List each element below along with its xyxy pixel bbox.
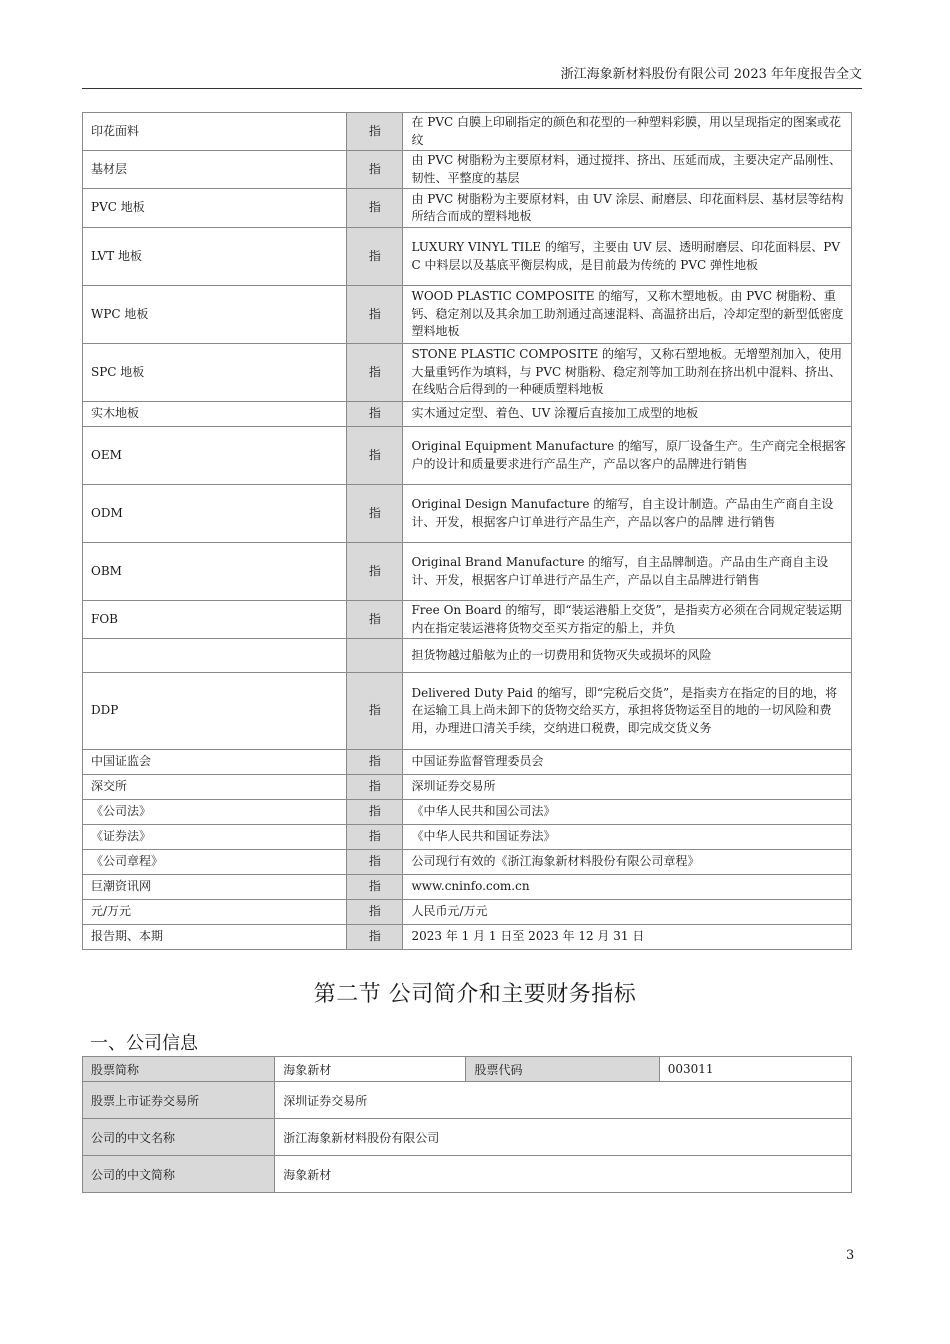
table-row (83, 750, 852, 775)
zhi-cell: 指 (347, 875, 403, 900)
term-cell: 印花面料 (83, 113, 347, 151)
stock-short-name-label: 股票简称 (83, 1057, 275, 1082)
meaning-cell: 《中华人民共和国证券法》 (403, 825, 852, 850)
meaning-cell: www.cninfo.com.cn (403, 875, 852, 900)
zhi-cell: 指 (347, 601, 403, 639)
zhi-cell: 指 (347, 775, 403, 800)
table-row (83, 189, 852, 228)
term-cell (83, 639, 347, 673)
term-cell: ODM (83, 485, 347, 543)
exchange-label: 股票上市证券交易所 (83, 1082, 275, 1119)
meaning-cell: 担货物越过船舷为止的一切费用和货物灭失或损坏的风险 (403, 639, 852, 673)
stock-short-name-value: 海象新材 (275, 1057, 466, 1082)
table-row (83, 639, 852, 673)
term-cell: 报告期、本期 (83, 925, 347, 950)
term-cell: 《公司章程》 (83, 850, 347, 875)
term-cell: 深交所 (83, 775, 347, 800)
stock-code-value: 003011 (659, 1057, 851, 1082)
term-cell: SPC 地板 (83, 344, 347, 402)
meaning-cell: Original Brand Manufacture 的缩写，自主品牌制造。产品由生产商自主设计、开发，根据客户订单进行产品生产，产品以自主品牌进行销售 (403, 543, 852, 601)
zhi-cell: 指 (347, 800, 403, 825)
table-row (83, 113, 852, 151)
table-row (83, 402, 852, 427)
zhi-cell: 指 (347, 402, 403, 427)
zhi-cell: 指 (347, 850, 403, 875)
meaning-cell: 人民币元/万元 (403, 900, 852, 925)
meaning-cell: 实木通过定型、着色、UV 涂覆后直接加工成型的地板 (403, 402, 852, 427)
cn-short-value: 海象新材 (275, 1156, 852, 1193)
company-info-table (82, 1056, 852, 1193)
meaning-cell: Free On Board 的缩写，即“装运港船上交货”，是指卖方必须在合同规定装运期内在指定装运港将货物交至买方指定的船上，并负 (403, 601, 852, 639)
term-cell: 基材层 (83, 151, 347, 189)
table-row (83, 601, 852, 639)
term-cell: 实木地板 (83, 402, 347, 427)
term-cell: LVT 地板 (83, 228, 347, 286)
meaning-cell: Original Equipment Manufacture 的缩写，原厂设备生产。生产商完全根据客户的设计和质量要求进行产品生产，产品以客户的品牌进行销售 (403, 427, 852, 485)
zhi-cell: 指 (347, 900, 403, 925)
table-row (83, 1057, 852, 1082)
meaning-cell: Original Design Manufacture 的缩写，自主设计制造。产品由生产商自主设计、开发，根据客户订单进行产品生产，产品以客户的品牌 进行销售 (403, 485, 852, 543)
term-cell: OEM (83, 427, 347, 485)
meaning-cell: 2023 年 1 月 1 日至 2023 年 12 月 31 日 (403, 925, 852, 950)
meaning-cell: 中国证券监督管理委员会 (403, 750, 852, 775)
zhi-cell: 指 (347, 543, 403, 601)
table-row (83, 925, 852, 950)
table-row (83, 850, 852, 875)
zhi-cell: 指 (347, 673, 403, 750)
table-row (83, 775, 852, 800)
term-cell: FOB (83, 601, 347, 639)
zhi-cell: 指 (347, 189, 403, 228)
meaning-cell: 在 PVC 白膜上印刷指定的颜色和花型的一种塑料彩膜，用以呈现指定的图案或花纹 (403, 113, 852, 151)
zhi-cell: 指 (347, 750, 403, 775)
exchange-value: 深圳证券交易所 (275, 1082, 852, 1119)
term-cell: 元/万元 (83, 900, 347, 925)
meaning-cell: WOOD PLASTIC COMPOSITE 的缩写，又称木塑地板。由 PVC 树脂粉、重钙、稳定剂以及其余加工助剂通过高速混料、高温挤出后，冷却定型的新型低密度塑料地板 (403, 286, 852, 344)
table-row (83, 900, 852, 925)
table-row (83, 1119, 852, 1156)
term-cell: OBM (83, 543, 347, 601)
table-row (83, 1156, 852, 1193)
zhi-cell: 指 (347, 344, 403, 402)
zhi-cell (347, 639, 403, 673)
meaning-cell: Delivered Duty Paid 的缩写，即“完税后交货”，是指卖方在指定的目的地，将在运输工具上尚未卸下的货物交给买方，承担将货物运至目的地的一切风险和费用，办理进口清关手续，交纳进口税费，即完成交货义务 (403, 673, 852, 750)
term-cell: WPC 地板 (83, 286, 347, 344)
table-row (83, 228, 852, 286)
zhi-cell: 指 (347, 151, 403, 189)
section-title: 第二节 公司简介和主要财务指标 (313, 982, 637, 1007)
cn-name-value: 浙江海象新材料股份有限公司 (275, 1119, 852, 1156)
meaning-cell: LUXURY VINYL TILE 的缩写，主要由 UV 层、透明耐磨层、印花面料层、PVC 中料层以及基底平衡层构成，是目前最为传统的 PVC 弹性地板 (403, 228, 852, 286)
zhi-cell: 指 (347, 228, 403, 286)
term-cell: DDP (83, 673, 347, 750)
table-row (83, 543, 852, 601)
page-header: 浙江海象新材料股份有限公司 2023 年年度报告全文 (82, 66, 862, 89)
page-number: 3 (846, 1248, 855, 1263)
table-row (83, 151, 852, 189)
meaning-cell: 由 PVC 树脂粉为主要原材料，通过搅拌、挤出、压延而成，主要决定产品刚性、韧性、平整度的基层 (403, 151, 852, 189)
meaning-cell: 深圳证券交易所 (403, 775, 852, 800)
zhi-cell: 指 (347, 485, 403, 543)
term-cell: 中国证监会 (83, 750, 347, 775)
table-row (83, 673, 852, 750)
table-row (83, 1082, 852, 1119)
cn-name-label: 公司的中文名称 (83, 1119, 275, 1156)
subsection-title: 一、公司信息 (90, 1033, 198, 1054)
meaning-cell: 由 PVC 树脂粉为主要原材料，由 UV 涂层、耐磨层、印花面料层、基材层等结构所结合而成的塑料地板 (403, 189, 852, 228)
zhi-cell: 指 (347, 113, 403, 151)
meaning-cell: STONE PLASTIC COMPOSITE 的缩写，又称石塑地板。无增塑剂加入，使用大量重钙作为填料，与 PVC 树脂粉、稳定剂等加工助剂在挤出机中混料、挤出、在线贴合后得到的一种硬质塑料地板 (403, 344, 852, 402)
table-row (83, 485, 852, 543)
zhi-cell: 指 (347, 925, 403, 950)
table-row (83, 800, 852, 825)
table-row (83, 875, 852, 900)
term-cell: 《公司法》 (83, 800, 347, 825)
stock-code-label: 股票代码 (466, 1057, 659, 1082)
table-row (83, 344, 852, 402)
table-row (83, 427, 852, 485)
table-row (83, 825, 852, 850)
meaning-cell: 公司现行有效的《浙江海象新材料股份有限公司章程》 (403, 850, 852, 875)
term-cell: 《证券法》 (83, 825, 347, 850)
zhi-cell: 指 (347, 825, 403, 850)
cn-short-label: 公司的中文简称 (83, 1156, 275, 1193)
term-cell: 巨潮资讯网 (83, 875, 347, 900)
zhi-cell: 指 (347, 427, 403, 485)
definitions-table (82, 112, 852, 950)
table-row (83, 286, 852, 344)
term-cell: PVC 地板 (83, 189, 347, 228)
zhi-cell: 指 (347, 286, 403, 344)
meaning-cell: 《中华人民共和国公司法》 (403, 800, 852, 825)
